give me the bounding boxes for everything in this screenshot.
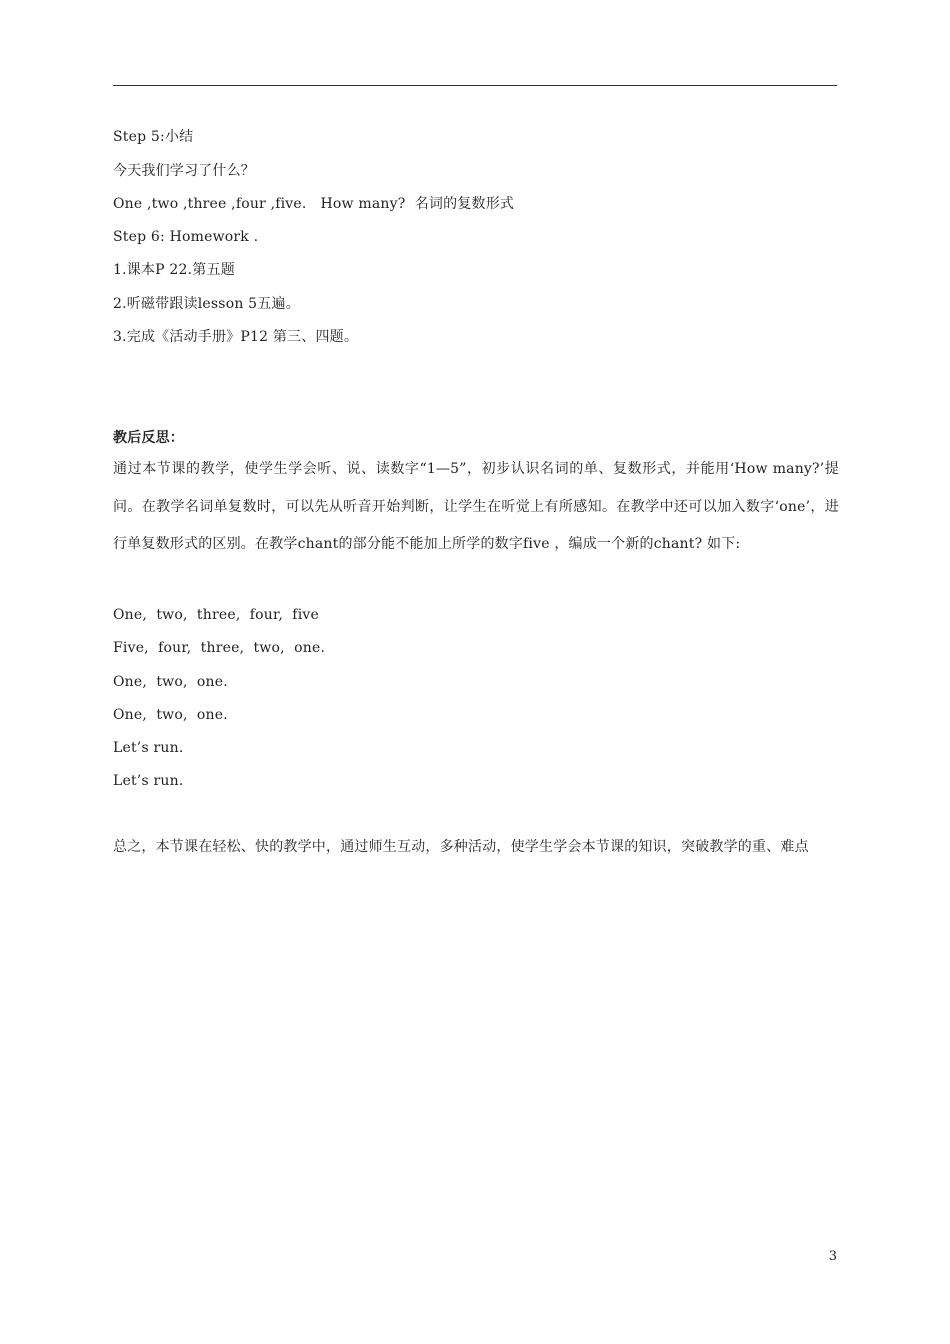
reflection-paragraph: 通过本节课的教学，使学生学会听、说、读数字“1—5”，初步认识名词的单、复数形式，并能用‘How many?’提问。在教学名词单复数时，可以先从听音开始判断，让学生在听觉上有所感知。在教学中还可以加入数字‘one’，进行单复数形式的区别。在教学chant的部分能不能加上所学的数字five ，编成一个新的chant? 如下: bbox=[113, 461, 839, 552]
chant-line-6: Let’s run. bbox=[113, 773, 184, 789]
chant-line-3: One, two, one. bbox=[113, 674, 228, 690]
homework-item-2: 2.听磁带跟读lesson 5五遍。 bbox=[113, 296, 300, 312]
page-number: 3 bbox=[828, 1249, 837, 1264]
conclusion-paragraph: 总之，本节课在轻松、快的教学中，通过师生互动，多种活动，使学生学会本节课的知识，突破教学的重、难点 bbox=[113, 839, 809, 855]
chant-line-5: Let’s run. bbox=[113, 740, 184, 756]
chant-line-1: One, two, three, four, five bbox=[113, 607, 319, 623]
homework-item-3: 3.完成《活动手册》P12 第三、四题。 bbox=[113, 329, 359, 345]
step5-question: 今天我们学习了什么？ bbox=[113, 163, 255, 179]
chant-line-2: Five, four, three, two, one. bbox=[113, 640, 326, 656]
homework-item-1: 1.课本P 22.第五题 bbox=[113, 262, 235, 278]
step5-summary: One ,two ,three ,four ,five. How many? 名词的复数形式 bbox=[113, 196, 515, 212]
step5-title: Step 5:小结 bbox=[113, 129, 194, 145]
reflection-heading: 教后反思： bbox=[113, 430, 184, 446]
header-rule bbox=[113, 85, 837, 86]
chant-line-4: One, two, one. bbox=[113, 707, 228, 723]
step6-title: Step 6: Homework . bbox=[113, 229, 259, 245]
